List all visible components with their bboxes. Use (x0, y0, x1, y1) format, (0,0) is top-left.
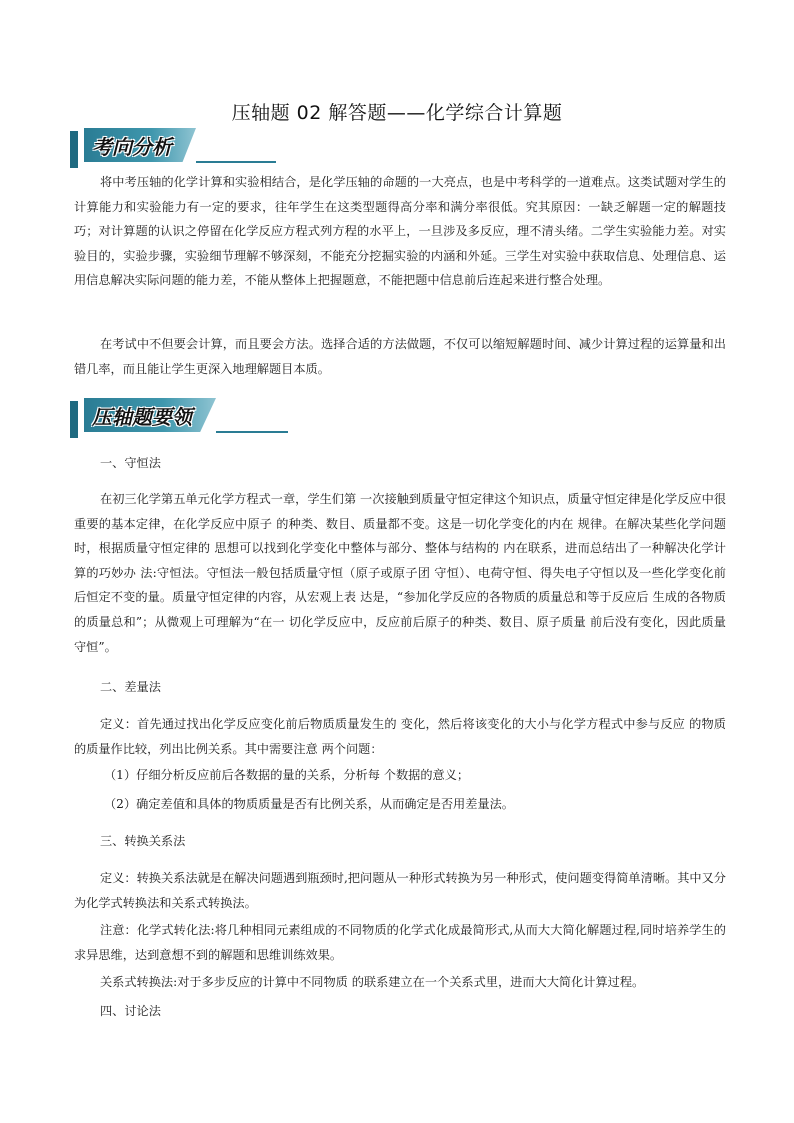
heading-conversion-method: 三、转换关系法 (100, 834, 186, 848)
paragraph-conversion-definition: 定义：转换关系法就是在解决问题遇到瓶颈时,把问题从一种形式转换为另一种形式，使问题变得简单清晰。其中又分为化学式转换法和关系式转换法。 (74, 871, 726, 910)
list-item-2: （2）确定差值和具体的物质质量是否有比例关系，从而确定是否用差量法。 (104, 797, 514, 811)
heading-discussion-method: 四、讨论法 (100, 1004, 161, 1018)
banner-label: 压轴题要领 (92, 405, 192, 429)
paragraph-difference-definition: 定义：首先通过找出化学反应变化前后物质质量发生的 变化，然后将该变化的大小与化学方程式中参与反应 的物质的质量作比较，列出比例关系。其中需要注意 两个问题： (74, 717, 726, 756)
heading-difference-method: 二、差量法 (100, 680, 161, 694)
page-title: 压轴题 02 解答题——化学综合计算题 (231, 102, 563, 124)
heading-conservation-method: 一、守恒法 (100, 456, 161, 470)
list-item-1: （1）仔细分析反应前后各数据的量的关系，分析每 个数据的意义； (104, 768, 470, 782)
banner-accent-bar (70, 131, 78, 168)
banner-label: 考向分析 (92, 135, 172, 159)
paragraph-relation-conversion: 关系式转换法:对于多步反应的计算中不同物质 的联系建立在一个关系式里，进而大大简化计算过程。 (100, 975, 645, 989)
section-banner-analysis (70, 128, 430, 168)
banner-underline (196, 161, 276, 163)
banner-underline (216, 431, 288, 433)
paragraph-conservation-method: 在初三化学第五单元化学方程式一章，学生们第 一次接触到质量守恒定律这个知识点，质量守恒定律是化学反应中很重要的基本定律，在化学反应中原子 的种类、数目、质量都不变。这是一切化学变化的内在 规律。在解决某些化学问题时，根据质量守恒定律的 思想可以找到化学变化中整体与部分、整体与结构的 内在联系，进而总结出了一种解决化学计算的巧妙办 法:守恒法。守恒法一般包括质量守恒（原子或原子团 守恒）、电荷守恒、得失电子守恒以及一些化学变化前 后恒定不变的量。质量守恒定律的内容，从宏观上表 达是，“参加化学反应的各物质的质量总和等于反应后 生成的各物质的质量总和”；从微观上可理解为“在一 切化学反应中，反应前后原子的种类、数目、原子质量 前后没有变化，因此质量守恒”。 (74, 492, 726, 654)
paragraph-intro-1: 将中考压轴的化学计算和实验相结合，是化学压轴的命题的一大亮点，也是中考科学的一道难点。这类试题对学生的计算能力和实验能力有一定的要求，往年学生在这类型题得高分率和满分率很低。究其原因：一缺乏解题一定的解题技巧；对计算题的认识之停留在化学反应方程式列方程的水平上，一旦涉及多反应，理不清头绪。二学生实验能力差。对实验目的，实验步骤，实验细节理解不够深刻，不能充分挖掘实验的内涵和外延。三学生对实验中获取信息、处理信息、运用信息解决实际问题的能力差，不能从整体上把握题意，不能把题中信息前后连起来进行整合处理。 (74, 175, 726, 288)
paragraph-formula-conversion: 注意：化学式转化法:将几种相同元素组成的不同物质的化学式化成最简形式,从而大大简化解题过程,同时培养学生的求异思维，达到意想不到的解题和思维训练效果。 (74, 923, 726, 962)
banner-accent-bar (70, 401, 78, 438)
paragraph-intro-2: 在考试中不但要会计算，而且要会方法。选择合适的方法做题，不仅可以缩短解题时间、减少计算过程的运算量和出错几率，而且能让学生更深入地理解题目本质。 (74, 337, 726, 376)
section-banner-key-points (70, 398, 430, 438)
